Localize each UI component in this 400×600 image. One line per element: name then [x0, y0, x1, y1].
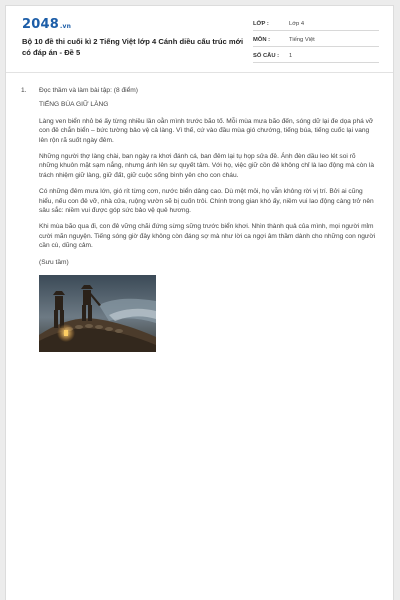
- question-number: 1.: [21, 87, 27, 94]
- document-page: [5, 5, 394, 600]
- meta-value: Tiếng Việt: [289, 36, 315, 43]
- logo-domain: .vn: [59, 23, 72, 30]
- question-body: [39, 86, 376, 352]
- passage-source: (Sưu tầm): [39, 258, 69, 266]
- meta-row-subject: [253, 33, 379, 47]
- question-prompt: Đọc thầm và làm bài tập: (8 điểm): [39, 87, 138, 94]
- logo-text: 2048: [22, 17, 59, 32]
- document-title: Bộ 10 đề thi cuối kì 2 Tiếng Việt lớp 4 Cánh diều cấu trúc mới có đáp án - Đề 5: [22, 37, 244, 57]
- meta-value: Lớp 4: [289, 20, 305, 27]
- passage-paragraph: Làng ven biển nhỏ bé ấy từng nhiều lần oằn mình trước bão tố. Mỗi mùa mưa bão đến, sóng dữ lại đe dọa phá vỡ con đê chắn biển – bức tường bảo vệ cả làng. Vì thế, cứ vào đầu mùa gió chướng, tiếng búa, tiếng cuốc lại vang lên rộn rã suốt ngày đêm.: [39, 117, 374, 144]
- passage-paragraph: Có những đêm mưa lớn, gió rít từng cơn, nước biển dâng cao. Dù mệt mỏi, họ vẫn không rời vị trí. Bởi ai cũng hiểu, nếu con đê vỡ, nhà cửa, ruộng vườn sẽ bị cuốn trôi. Chính trong gian khó ấy, niềm vui lao động càng trở nên sâu sắc: niềm vui được góp sức bảo vệ quê hương.: [39, 188, 374, 215]
- header-divider: [6, 72, 393, 73]
- meta-row-grade: [253, 17, 379, 31]
- meta-value: 1: [289, 52, 293, 59]
- meta-label: SỐ CÂU :: [253, 52, 280, 59]
- passage-paragraph: Những người thợ làng chài, ban ngày ra khơi đánh cá, ban đêm lại tụ họp sửa đê. Ánh đèn dầu leo lét soi rõ những khuôn mặt sạm nắng, nhưng ánh lên sự quyết tâm. Với họ, việc giữ cồn đê không chỉ là lao động mà còn là trách nhiệm giữ làng, giữ đất, giữ cuộc sống bình yên cho con cháu.: [39, 153, 375, 179]
- meta-row-question-count: [253, 49, 379, 63]
- page-header: [6, 6, 393, 72]
- passage-title: TIẾNG BÚA GIỮ LÀNG: [39, 101, 109, 109]
- passage-paragraph: Khi mùa bão qua đi, con đê vững chãi đứng sừng sững trước biển khơi. Nhìn thành quả của mình, mọi người mỉm cười mãn nguyện. Tiếng sóng giờ đây không còn đáng sợ mà như lời ca ngợi âm thầm dành cho những con người cần cù, dũng cảm.: [39, 223, 376, 250]
- meta-label: LỚP :: [253, 20, 269, 27]
- meta-label: MÔN :: [253, 36, 271, 43]
- site-logo[interactable]: [22, 17, 71, 32]
- question-item: [21, 86, 376, 352]
- question-content: [21, 86, 376, 352]
- fishermen-dike-illustration: [39, 275, 156, 352]
- meta-table: [253, 17, 379, 65]
